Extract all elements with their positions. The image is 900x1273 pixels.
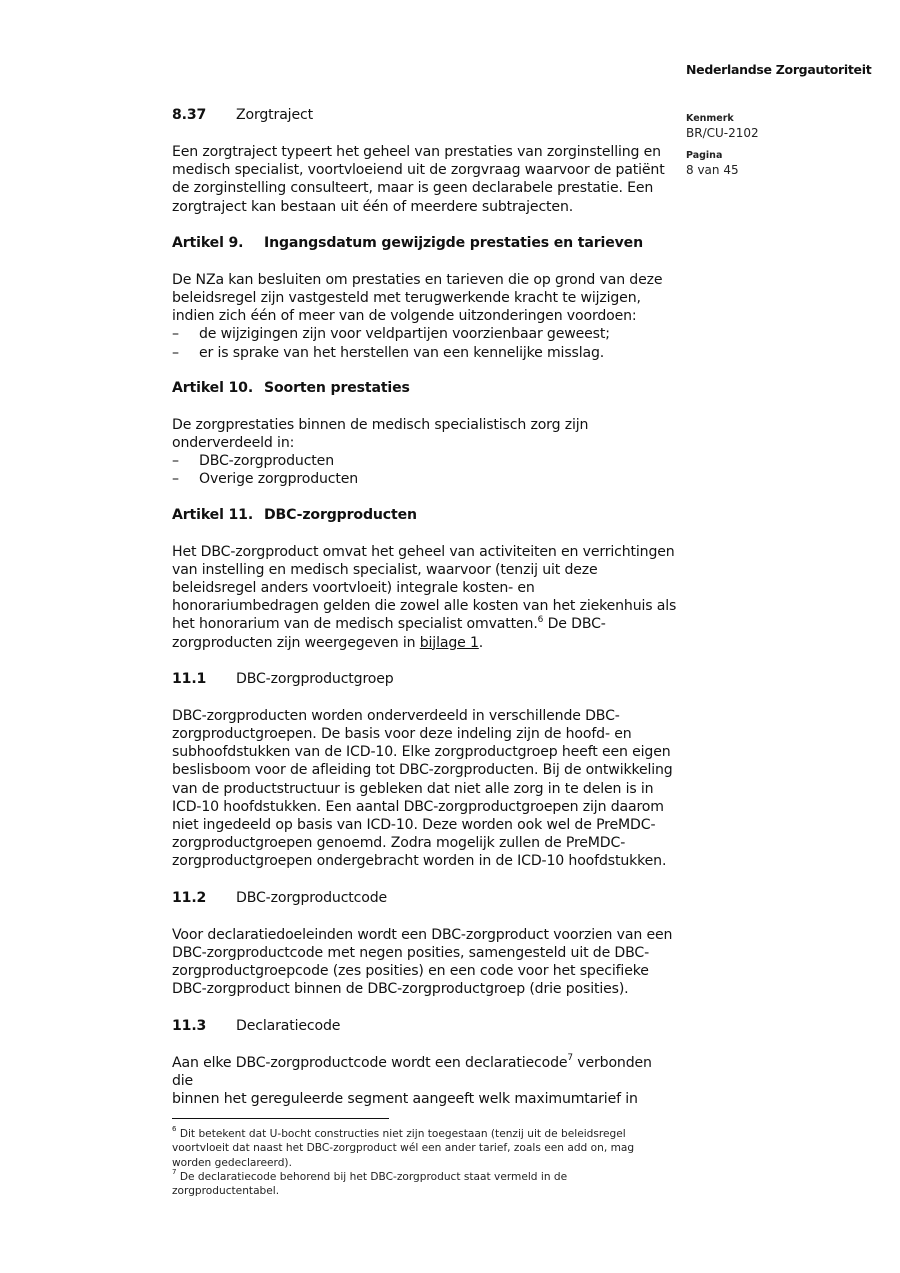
text-line: zorgtraject kan bestaan uit één of meerdere subtrajecten.	[172, 198, 574, 215]
footnote-number: 7	[172, 1168, 177, 1177]
text-line: niet ingedeeld op basis van ICD-10. Deze worden ook wel de PreMDC-	[172, 817, 656, 834]
pagina-value: 8 van 45	[686, 163, 739, 177]
text-line: DBC-zorgproducten worden onderverdeeld in verschillende DBC-	[172, 707, 620, 724]
document-body	[172, 106, 677, 1108]
text-line: ICD-10 hoofdstukken. Een aantal DBC-zorgproductgroepen zijn daarom	[172, 798, 664, 815]
article-title: Ingangsdatum gewijzigde prestaties en tarieven	[264, 234, 643, 251]
footnote-6: $^6$ Dit betekent dat U-bocht constructies niet zijn toegestaan (tenzij uit de beleidsregel voortvloeit dat naast het DBC-zorgproduct wél een ander tarief, zoals een add on, mag worden gedeclareerd).	[172, 1125, 635, 1169]
paragraph-11-1	[172, 707, 677, 871]
text-line: DBC-zorgproduct binnen de DBC-zorgproductgroep (drie posities).	[172, 981, 629, 998]
kenmerk-value: BR/CU-2102	[686, 126, 759, 140]
text-line: De zorgprestaties binnen de medisch specialistisch zorg zijn	[172, 416, 589, 433]
section-number: 11.1	[172, 670, 207, 687]
text-line: zorgproductgroepen. De basis voor deze indeling zijn de hoofd- en	[172, 726, 632, 743]
section-number: 8.37	[172, 107, 207, 123]
text-line: zorgproductgroepen genoemd. Zodra mogelijk zullen de PreMDC-	[172, 835, 626, 852]
pagina-label: Pagina	[686, 150, 723, 161]
text-line: De NZa kan besluiten om prestaties en tarieven die op grond van deze	[172, 271, 663, 288]
article-title: Soorten prestaties	[264, 379, 410, 396]
list-item: – de wijzigingen zijn voor veldpartijen voorzienbaar geweest;	[172, 326, 610, 343]
article-heading-10	[172, 379, 677, 399]
section-heading-11-1	[172, 670, 677, 690]
article-number: Artikel 10.	[172, 379, 254, 396]
text-line: medisch specialist, voortvloeiend uit de zorgvraag waarvoor de patiënt	[172, 162, 665, 179]
section-number: 11.2	[172, 889, 207, 906]
section-title: Declaratiecode	[236, 1017, 341, 1034]
section-heading-11-2	[172, 889, 677, 909]
text-line: de zorginstelling consulteert, maar is geen declarabele prestatie. Een	[172, 180, 654, 197]
article-number: Artikel 9.	[172, 234, 244, 251]
paragraph-11-2	[172, 926, 677, 999]
section-title: Zorgtraject	[236, 107, 313, 123]
text-line: het honorarium van de medisch specialist omvatten.	[172, 616, 538, 633]
footnote-ref-7[interactable]: 7	[567, 1052, 573, 1063]
pagina-block	[686, 149, 739, 178]
footnote-7: $^7$ De declaratiecode behorend bij het DBC-zorgproduct staat vermeld in de zorgproductentabel.	[172, 1168, 568, 1198]
list-item: – Overige zorgproducten	[172, 471, 359, 488]
paragraph-art10	[172, 416, 677, 452]
article-heading-9	[172, 234, 677, 254]
text-line: zorgproductgroepcode (zes posities) en een code voor het specifieke	[172, 963, 649, 980]
section-title: DBC-zorgproductgroep	[236, 670, 394, 687]
article-number: Artikel 11.	[172, 506, 254, 523]
text-line: subhoofdstukken van de ICD-10. Elke zorgproductgroep heeft een eigen	[172, 744, 671, 761]
list-item: – er is sprake van het herstellen van een kennelijke misslag.	[172, 344, 605, 361]
text-line: honorariumbedragen gelden die zowel alle kosten van het ziekenhuis als	[172, 598, 677, 615]
paragraph-art11: Het DBC-zorgproduct omvat het geheel van activiteiten en verrichtingen van instelling en medisch specialist, waarvoor (tenzij uit deze beleidsregel anders voortvloeit) integrale kosten- en honorariumbedragen gelden die zowel alle kosten van het ziekenhuis als het honorarium van de medisch specialist omvatten.$^6$ De DBC- zorgproducten zijn weergegeven in bijlage 1.	[172, 543, 677, 651]
section-title: DBC-zorgproductcode	[236, 889, 388, 906]
article-heading-11	[172, 506, 677, 526]
kenmerk-label: Kenmerk	[686, 113, 734, 124]
text-line: beslisboom voor de afleiding tot DBC-zorgproducten. Bij de ontwikkeling	[172, 762, 673, 779]
footnote-ref-6[interactable]: 6	[537, 614, 544, 625]
article-title: DBC-zorgproducten	[264, 506, 417, 523]
footnote-divider	[172, 1118, 389, 1119]
footnotes	[172, 1127, 682, 1198]
text-line: Aan elke DBC-zorgproductcode wordt een declaratiecode	[172, 1054, 568, 1071]
text-line: beleidsregel anders voortvloeit) integrale kosten- en	[172, 580, 535, 597]
bijlage-1-link[interactable]: bijlage 1	[419, 634, 479, 651]
text-line: DBC-zorgproductcode met negen posities, samengesteld uit de DBC-	[172, 944, 650, 961]
section-heading-8-37	[172, 106, 677, 126]
text-line: Het DBC-zorgproduct omvat het geheel van activiteiten en verrichtingen	[172, 543, 675, 560]
paragraph-zorgtraject	[172, 143, 677, 216]
organization-name: Nederlandse Zorgautoriteit	[686, 62, 872, 77]
list-art9	[172, 325, 677, 361]
text-line: indien zich één of meer van de volgende uitzonderingen voordoen:	[172, 308, 637, 325]
list-art10	[172, 452, 677, 488]
footnote-number: 6	[172, 1125, 177, 1134]
text-line: Voor declaratiedoeleinden wordt een DBC-zorgproduct voorzien van een	[172, 926, 673, 943]
kenmerk-block	[686, 112, 759, 141]
paragraph-art9	[172, 271, 677, 326]
text-line: van de productstructuur is gebleken dat niet alle zorg in te delen is in	[172, 780, 654, 797]
text-line: Een zorgtraject typeert het geheel van prestaties van zorginstelling en	[172, 144, 661, 160]
paragraph-11-3: Aan elke DBC-zorgproductcode wordt een declaratiecode$^7$ verbonden die binnen het gereguleerde segment aangeeft welk maximumtarief in	[172, 1052, 652, 1107]
section-number: 11.3	[172, 1017, 207, 1034]
text-line: van instelling en medisch specialist, waarvoor (tenzij uit deze	[172, 561, 598, 578]
text-line: beleidsregel zijn vastgesteld met terugwerkende kracht te wijzigen,	[172, 290, 641, 307]
text-line: binnen het gereguleerde segment aangeeft welk maximumtarief in	[172, 1090, 638, 1107]
text-line: zorgproducten zijn weergegeven in	[172, 634, 420, 651]
section-heading-11-3	[172, 1017, 677, 1037]
text-line: zorgproductgroepen ondergebracht worden in de ICD-10 hoofdstukken.	[172, 853, 667, 870]
text-line: onderverdeeld in:	[172, 435, 295, 452]
list-item: – DBC-zorgproducten	[172, 453, 334, 470]
